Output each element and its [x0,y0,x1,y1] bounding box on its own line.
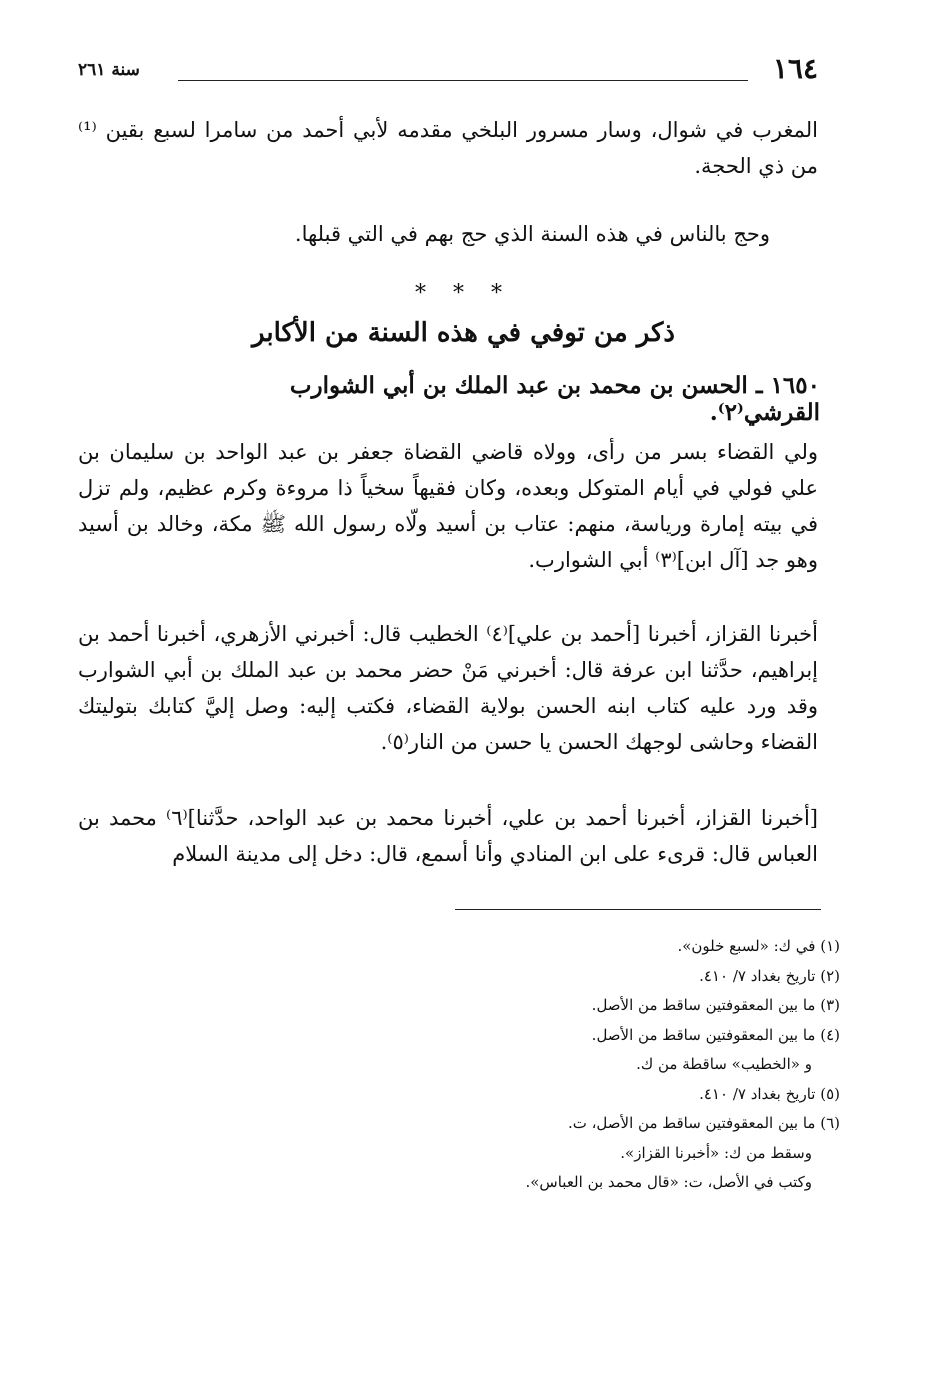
footnote: (٦) ما بين المعقوفتين ساقط من الأصل، ت. [567,1114,840,1132]
footnote: (٥) تاريخ بغداد ٧/ ٤١٠. [699,1084,840,1103]
paragraph-2: وحج بالناس في هذه السنة الذي حج بهم في التي قبلها. [294,222,770,246]
page-number: ١٦٤ [772,52,818,85]
footnote-separator [455,909,821,910]
footnote: (٣) ما بين المعقوفتين ساقط من الأصل. [591,996,840,1014]
running-head-year: سنة ٢٦١ [78,60,140,80]
footnotes [300,932,840,1198]
footnote: (٤) ما بين المعقوفتين ساقط من الأصل. [591,1025,840,1044]
footnote: (٢) تاريخ بغداد ٧/ ٤١٠. [699,966,840,985]
section-separator: * * * [415,281,512,306]
section-heading: ذكر من توفي في هذه السنة من الأكابر [251,318,675,348]
paragraph-1: المغرب في شوال، وسار مسرور البلخي مقدمه لأبي أحمد من سامرا لسبع بقين ⁽¹⁾ من ذي الحجة. [78,118,818,178]
entry-paragraph-2: أخبرنا القزاز، أخبرنا [أحمد بن علي]⁽٤⁾ الخطيب قال: أخبرني الأزهري، أخبرنا أحمد بن إبراهيم، حدَّثنا ابن عرفة قال: أخبرني مَنْ حضر محمد بن عبد الملك بن أبي الشوارب وقد ورد عليه كتاب ابنه الحسن بولاية القضاء، فكتب إليه: وصل إليَّ كتابك بتوليتك القضاء وحاشى لوجهك الحسن يا حسن من النار⁽٥⁾. [78,622,818,754]
footnote-continuation: و «الخطيب» ساقطة من ك. [636,1055,812,1073]
entry-paragraph-1: ولي القضاء بسر من رأى، وولاه قاضي القضاة جعفر بن عبد الواحد بن سليمان بن علي فولي في أيام المتوكل وبعده، وكان فقيهاً سخياً ذا مروءة وكرم عظيم، ولم تزل في بيته إمارة ورياسة، منهم: عتاب بن أسيد ولّاه رسول الله ﷺ مكة، وخالد بن أسيد وهو جد [آل ابن]⁽٣⁾ أبي الشوارب. [78,440,818,572]
footnote-continuation: وسقط من ك: «أخبرنا القزاز». [620,1143,812,1162]
page-header [78,52,818,88]
footnote-continuation: وكتب في الأصل، ت: «قال محمد بن العباس». [525,1173,812,1191]
header-rule [178,80,748,81]
entry-paragraph-3: [أخبرنا القزاز، أخبرنا أحمد بن علي، أخبرنا محمد بن عبد الواحد، حدَّثنا]⁽٦⁾ محمد بن العباس قال: قرىء على ابن المنادي وأنا أسمع، قال: دخل إلى مدينة السلام [78,806,818,866]
footnote: (١) في ك: «لسبع خلون». [677,937,840,955]
entry-title: ١٦٥٠ ـ الحسن بن محمد بن عبد الملك بن أبي الشوارب القرشي⁽٢⁾. [289,372,820,426]
